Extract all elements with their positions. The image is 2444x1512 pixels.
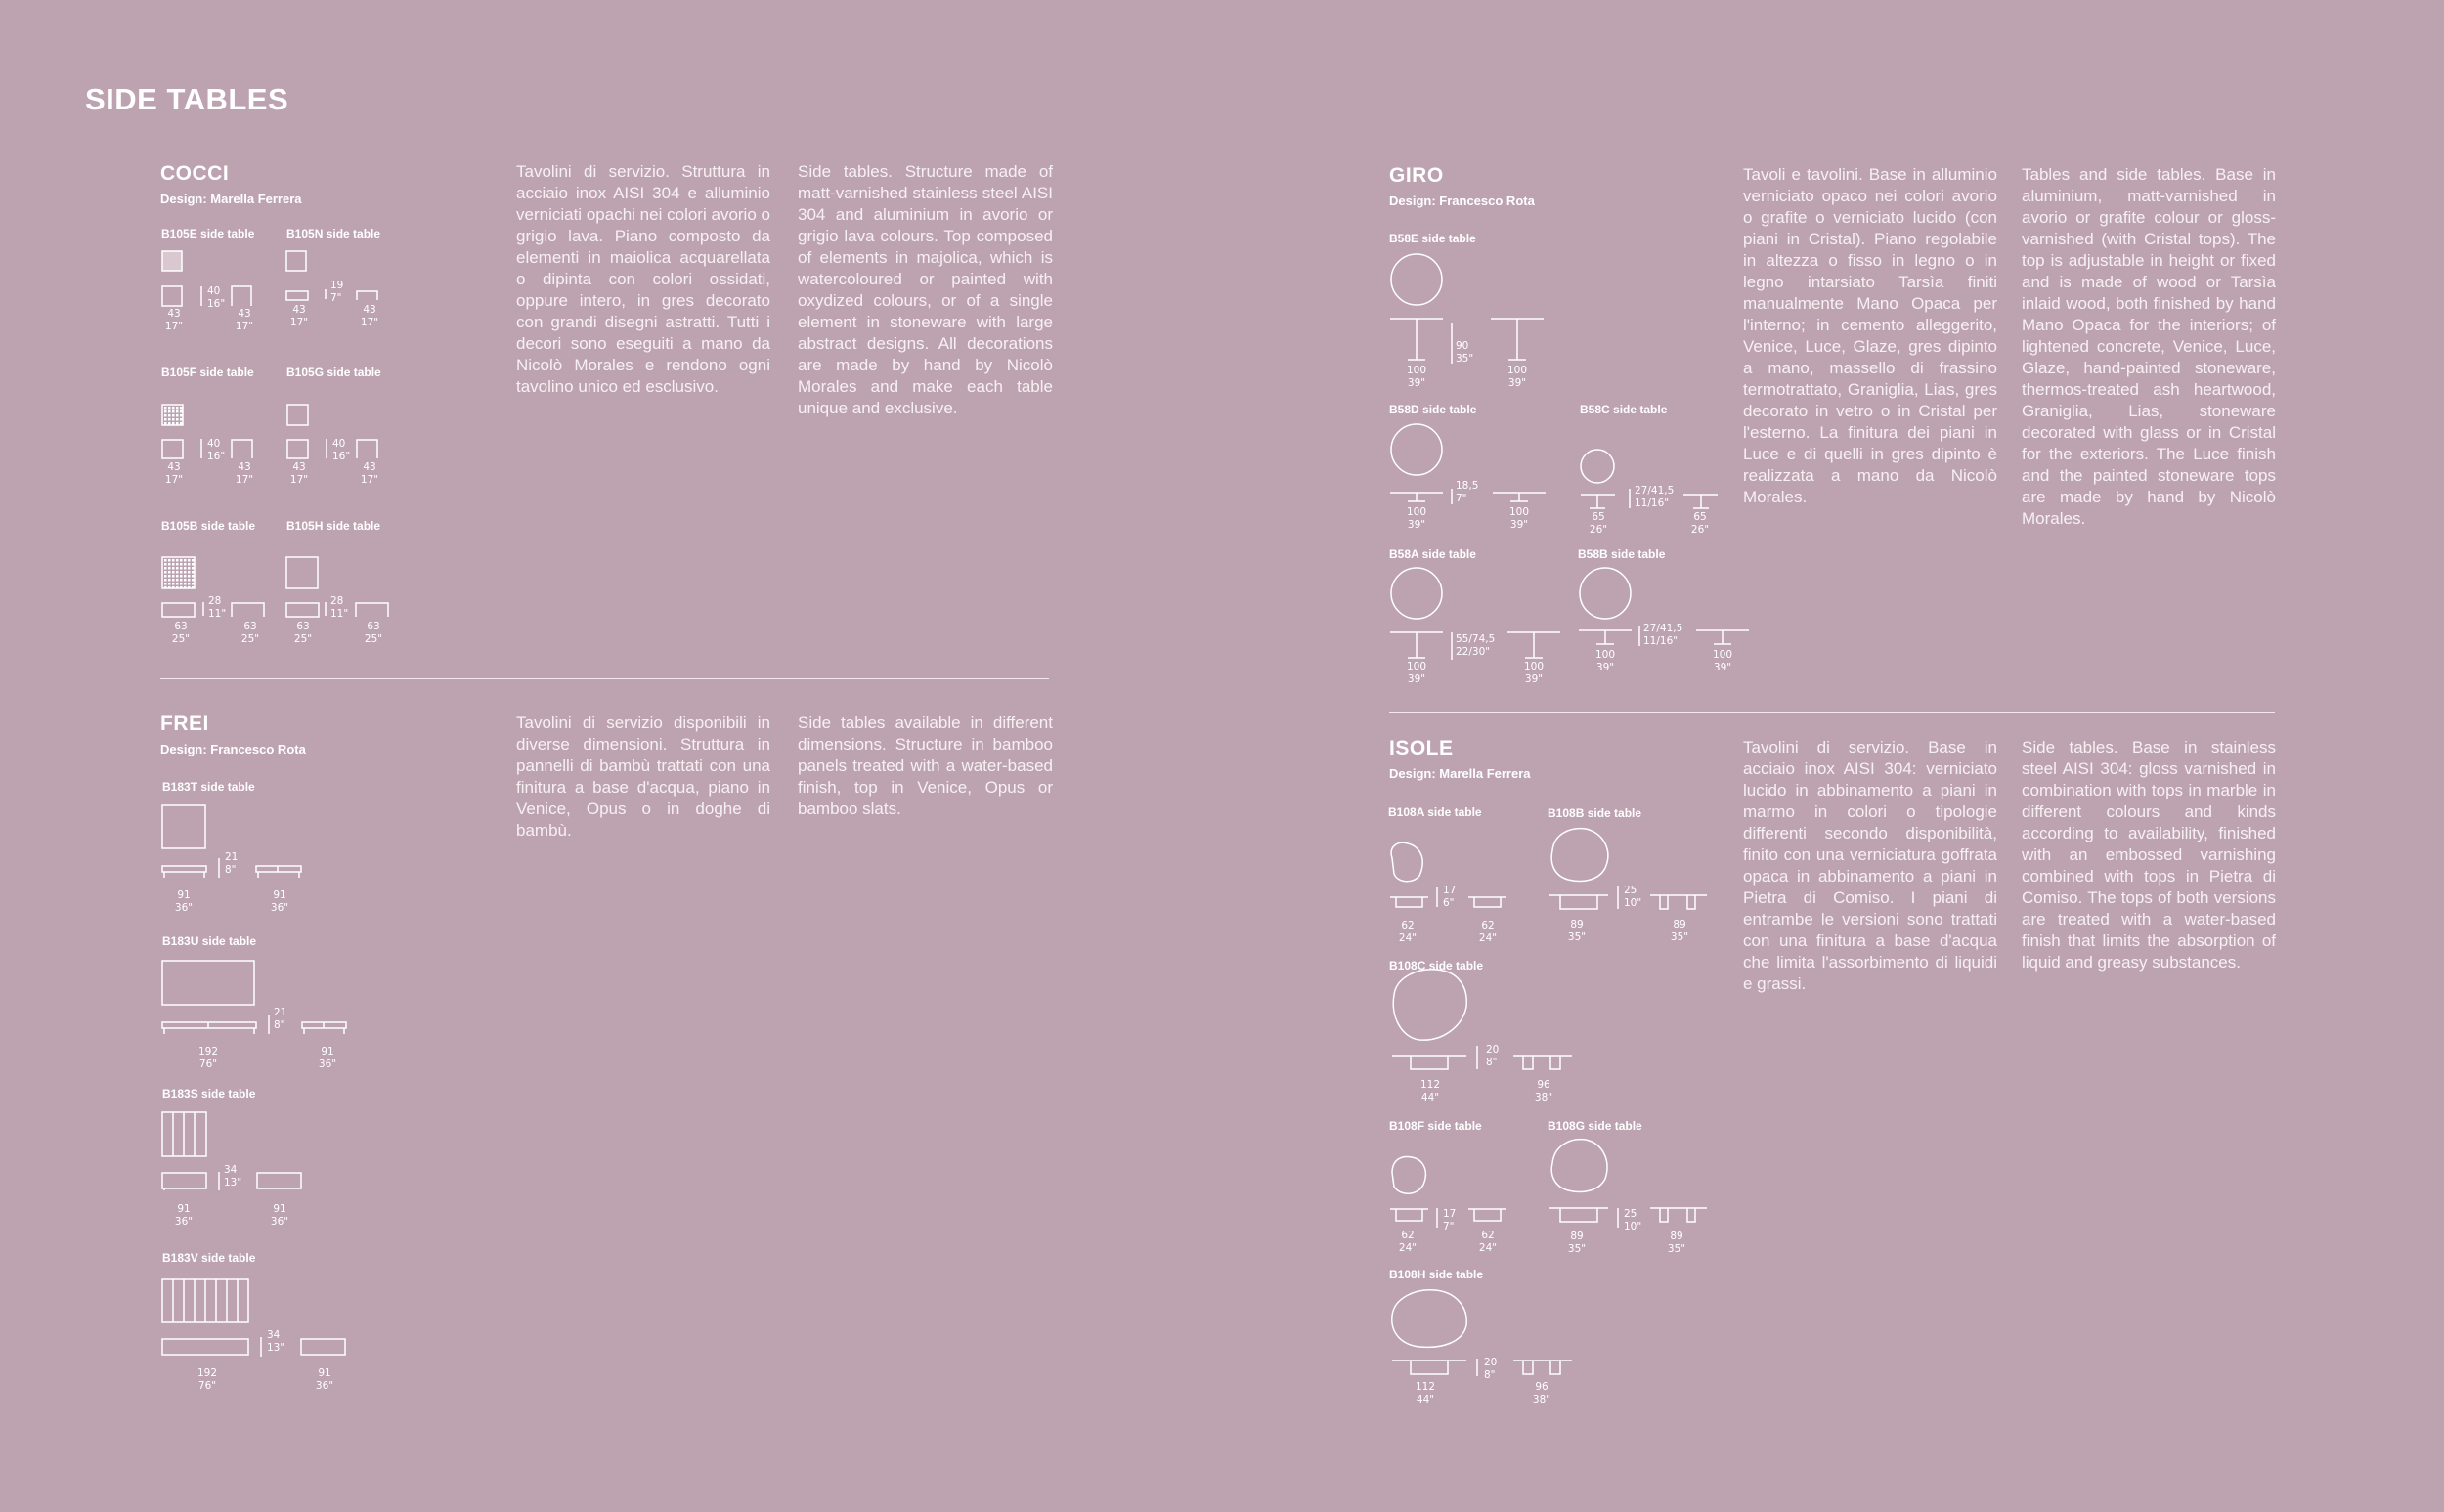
model-label-b183u: B183U side table — [162, 934, 257, 948]
dim-width: 112 — [1415, 1381, 1436, 1393]
dim-height-inch: 22/30" — [1456, 646, 1491, 658]
model-label-b58d: B58D side table — [1389, 403, 1477, 416]
dim-width-inch: 24" — [1478, 932, 1498, 944]
isole-text-en: Side tables. Base in stainless steel AISI 304: gloss varnished in combination with tops in marble in different colours and kinds according to availability, finished with an embossed varnishing combined with tops in Pietra di Comiso. The tops of both versions are treated with a water-based finish that limits the absorption of liquid and greasy substances. — [2022, 738, 2276, 972]
dim-width-inch: 36" — [174, 902, 194, 914]
dim-width: 100 — [1406, 506, 1427, 518]
model-label-b183s: B183S side table — [162, 1087, 256, 1101]
dim-width: 91 — [177, 1203, 191, 1215]
giro-designer: Design: Francesco Rota — [1389, 194, 1535, 208]
page-title: SIDE TABLES — [85, 82, 289, 116]
b183t-drawing — [162, 805, 301, 878]
dim-height-inch: 13" — [224, 1177, 242, 1188]
isole-name: ISOLE — [1389, 737, 1454, 759]
dim-width-inch: 24" — [1398, 1242, 1418, 1254]
dim-height: 27/41,5 — [1635, 485, 1675, 497]
dim-height: 17 — [1443, 1208, 1457, 1220]
dim-width: 43 — [363, 461, 376, 473]
dim-width-inch: 39" — [1713, 662, 1732, 673]
dim-height-inch: 8" — [1486, 1057, 1498, 1068]
dim-width-inch: 35" — [1567, 931, 1587, 943]
dim-width: 100 — [1594, 649, 1616, 661]
dim-width-inch: 36" — [270, 902, 289, 914]
dim-width-inch: 76" — [197, 1380, 217, 1392]
dim-width: 43 — [292, 461, 306, 473]
model-label-b108g: B108G side table — [1548, 1119, 1642, 1133]
model-label-b105h: B105H side table — [286, 519, 381, 533]
dim-height: 20 — [1484, 1357, 1498, 1368]
dim-height: 25 — [1624, 1208, 1637, 1220]
dim-width-inch: 17" — [289, 474, 309, 486]
dim-width: 91 — [273, 889, 286, 901]
b58a-drawing — [1390, 568, 1560, 660]
cocci-text-it: Tavolini di servizio. Struttura in acciaio inox AISI 304 e alluminio verniciati opachi nei colori avorio o grigio lava. Piano composto da elementi in maiolica acquarellata o dipinta con colori ossidati, oppure intero, in gres decorato con grandi disegni astratti. Tutti i decori sono eseguiti a mano da Nicolò Morales e rendono ogni tavolino unico ed esclusivo. — [516, 162, 770, 396]
model-label-b105e: B105E side table — [161, 227, 255, 240]
dim-width-inch: 17" — [360, 474, 379, 486]
dim-width-inch: 39" — [1407, 673, 1426, 685]
dim-width: 63 — [367, 621, 380, 632]
dim-height-inch: 6" — [1443, 897, 1455, 909]
model-label-b183t: B183T side table — [162, 780, 255, 794]
dim-width-inch: 25" — [293, 633, 313, 645]
dim-width: 65 — [1592, 511, 1605, 523]
dim-width: 192 — [196, 1367, 218, 1379]
dim-height: 27/41,5 — [1643, 623, 1683, 634]
dim-width-inch: 24" — [1478, 1242, 1498, 1254]
b108g-drawing — [1549, 1140, 1707, 1228]
b105n-drawing — [286, 251, 377, 300]
b108c-drawing — [1392, 970, 1572, 1069]
dim-width: 91 — [177, 889, 191, 901]
b58b-drawing — [1579, 568, 1749, 646]
dim-height-inch: 16" — [332, 451, 351, 462]
dim-width: 62 — [1401, 1230, 1415, 1241]
frei-designer: Design: Francesco Rota — [160, 742, 306, 756]
b105g-drawing — [287, 405, 377, 458]
dim-height-inch: 16" — [207, 298, 226, 310]
dim-width-inch: 36" — [174, 1216, 194, 1228]
dim-width: 89 — [1673, 919, 1686, 930]
dim-width-inch: 26" — [1690, 524, 1710, 536]
dim-width-inch: 39" — [1407, 377, 1426, 389]
dim-width: 96 — [1535, 1381, 1549, 1393]
b58d-drawing — [1390, 424, 1546, 504]
model-label-b108f: B108F side table — [1389, 1119, 1482, 1133]
dim-height-inch: 35" — [1456, 353, 1474, 365]
dim-width: 91 — [273, 1203, 286, 1215]
dim-width: 63 — [296, 621, 310, 632]
dim-height: 34 — [267, 1329, 281, 1341]
dim-width-inch: 39" — [1524, 673, 1544, 685]
cocci-text-en: Side tables. Structure made of matt-varnished stainless steel AISI 304 and aluminium in avorio or grigio lava colours. Top composed of elements in majolica, which is watercoloured or painted with oxydized colours, or of a single element in stoneware with large abstract designs. All decorations are made by hand by Nicolò Morales and make each table unique and exclusive. — [798, 162, 1053, 417]
model-label-b58b: B58B side table — [1578, 547, 1666, 561]
dim-width: 91 — [321, 1046, 334, 1058]
dim-width: 43 — [167, 308, 181, 320]
model-label-b105b: B105B side table — [161, 519, 256, 533]
dim-height-inch: 11/16" — [1635, 497, 1670, 509]
dim-height: 40 — [332, 438, 346, 450]
dim-width: 100 — [1712, 649, 1733, 661]
b105e-drawing — [162, 251, 251, 306]
dim-height: 40 — [207, 285, 221, 297]
isole-designer: Design: Marella Ferrera — [1389, 766, 1531, 781]
dim-width-inch: 44" — [1416, 1394, 1435, 1405]
b183s-drawing — [162, 1112, 301, 1190]
dim-width: 43 — [238, 461, 251, 473]
dim-width-inch: 26" — [1589, 524, 1608, 536]
model-label-b105f: B105F side table — [161, 366, 254, 379]
dim-height: 21 — [225, 851, 239, 863]
model-label-b105g: B105G side table — [286, 366, 381, 379]
dim-height: 17 — [1443, 885, 1457, 896]
dim-width: 192 — [197, 1046, 219, 1058]
dim-height-inch: 7" — [330, 292, 342, 304]
dim-width-inch: 36" — [315, 1380, 334, 1392]
dim-height-inch: 11/16" — [1643, 635, 1679, 647]
dim-width-inch: 36" — [270, 1216, 289, 1228]
dim-width: 100 — [1406, 365, 1427, 376]
dim-height-inch: 10" — [1624, 1221, 1642, 1232]
dim-height: 18,5 — [1456, 480, 1479, 492]
dim-width-inch: 39" — [1595, 662, 1615, 673]
b108h-drawing — [1392, 1290, 1572, 1376]
dim-width: 100 — [1506, 365, 1528, 376]
frei-name: FREI — [160, 713, 209, 735]
dim-width: 63 — [243, 621, 257, 632]
dim-height: 25 — [1624, 885, 1637, 896]
giro-text-en: Tables and side tables. Base in aluminium, matt-varnished in avorio or grafite colour or gloss-varnished (with Cristal tops). The top is adjustable in height or fixed and is made of wood or Tarsìa inlaid wood, both finished by hand Mano Opaca for the interiors; of lightened concrete, Venice, Luce, Glaze, hand-painted stoneware, thermos-treated ash heartwood, Graniglia, Lias, stoneware decorated with glass or in Cristal for the exteriors. The Luce finish and the painted stoneware tops are made by hand by Nicolò Morales. — [2022, 165, 2276, 528]
model-label-b108a: B108A side table — [1388, 805, 1482, 819]
giro-text-it: Tavoli e tavolini. Base in alluminio verniciato opaco nei colori avorio o grafite o verniciato lucido (con piani in Cristal). Piano regolabile in altezza o fisso in legno o in legno intarsiato Tarsìa finiti manualmente Mano Opaca per l'interno; in cemento alleggerito, Venice, Luce, Glaze, gres dipinto a mano, massello di frassino termotrattato, Graniglia, Lias, gres decorato in vetro o in Cristal per l'esterno. La finitura dei piani in Luce e di quelli in gres dipinto è realizzata a mano da Nicolò Morales. — [1743, 165, 1997, 506]
dim-width-inch: 35" — [1567, 1243, 1587, 1255]
dim-width-inch: 25" — [364, 633, 383, 645]
model-label-b108c: B108C side table — [1389, 959, 1484, 972]
dim-width-inch: 25" — [240, 633, 260, 645]
dim-width-inch: 17" — [289, 317, 309, 328]
model-label-b58a: B58A side table — [1389, 547, 1476, 561]
dim-width: 62 — [1481, 1230, 1495, 1241]
dim-width: 91 — [318, 1367, 331, 1379]
dim-width-inch: 39" — [1407, 519, 1426, 531]
dim-height: 55/74,5 — [1456, 633, 1496, 645]
dim-width-inch: 25" — [171, 633, 191, 645]
b183u-drawing — [162, 961, 346, 1034]
dim-width: 89 — [1570, 919, 1584, 930]
dim-height-inch: 11" — [330, 608, 349, 620]
dim-width: 100 — [1406, 661, 1427, 672]
frei-text-it: Tavolini di servizio disponibili in diverse dimensioni. Struttura in pannelli di bambù trattati con una finitura a base d'acqua, piano in Venice, Opus o in doghe di bambù. — [516, 713, 770, 840]
frei-text-en: Side tables available in different dimensions. Structure in bamboo panels treated with a water-based finish, top in Venice, Opus or bamboo slats. — [798, 713, 1053, 818]
dim-width: 43 — [167, 461, 181, 473]
cocci-name: COCCI — [160, 162, 230, 185]
dim-width: 112 — [1419, 1079, 1441, 1091]
dim-width: 100 — [1523, 661, 1545, 672]
dim-height: 28 — [330, 595, 344, 607]
isole-text-it: Tavolini di servizio. Base in acciaio inox AISI 304: verniciato lucido in abbinamento a piani in marmo in colori o tipologie differenti secondo disponibilità, finito con una verniciatura goffrata opaca in abbinamento a piani in Pietra di Comiso. I piani di entrambe le versioni sono trattati con una finitura a base d'acqua che limita l'assorbimento di liquidi e grassi. — [1743, 738, 1997, 993]
dim-width-inch: 17" — [235, 474, 254, 486]
dim-height-inch: 16" — [207, 451, 226, 462]
dim-width-inch: 38" — [1534, 1092, 1553, 1103]
dim-height-inch: 11" — [208, 608, 227, 620]
dim-width-inch: 35" — [1667, 1243, 1686, 1255]
b108f-drawing — [1390, 1157, 1506, 1228]
b58c-drawing — [1581, 450, 1718, 508]
model-label-b108b: B108B side table — [1548, 806, 1642, 820]
dim-height: 21 — [274, 1007, 287, 1018]
dim-width: 62 — [1401, 920, 1415, 931]
dim-height-inch: 7" — [1443, 1221, 1455, 1232]
dim-width-inch: 76" — [198, 1058, 218, 1070]
dim-width-inch: 17" — [360, 317, 379, 328]
b108a-drawing — [1390, 842, 1506, 907]
dim-width: 43 — [238, 308, 251, 320]
dim-width-inch: 24" — [1398, 932, 1418, 944]
dim-width-inch: 44" — [1420, 1092, 1440, 1103]
dim-width-inch: 39" — [1507, 377, 1527, 389]
dim-width: 65 — [1693, 511, 1707, 523]
dim-height: 34 — [224, 1164, 238, 1176]
dim-height: 90 — [1456, 340, 1469, 352]
dim-height: 20 — [1486, 1044, 1500, 1056]
dim-width: 62 — [1481, 920, 1495, 931]
model-label-b108h: B108H side table — [1389, 1268, 1484, 1281]
dim-width: 63 — [174, 621, 188, 632]
dim-height-inch: 8" — [274, 1019, 285, 1031]
dim-height: 19 — [330, 280, 344, 291]
dim-width-inch: 17" — [164, 474, 184, 486]
dim-width-inch: 38" — [1532, 1394, 1551, 1405]
b58e-drawing — [1390, 254, 1544, 364]
cocci-designer: Design: Marella Ferrera — [160, 192, 302, 206]
dim-width: 43 — [363, 304, 376, 316]
dim-width-inch: 17" — [164, 321, 184, 332]
dim-height-inch: 7" — [1456, 493, 1467, 504]
dim-height-inch: 13" — [267, 1342, 285, 1354]
b108b-drawing — [1549, 829, 1707, 909]
dim-width: 43 — [292, 304, 306, 316]
b105f-drawing — [162, 405, 252, 458]
giro-name: GIRO — [1389, 164, 1444, 187]
dim-height-inch: 8" — [1484, 1369, 1496, 1381]
model-label-b58c: B58C side table — [1580, 403, 1668, 416]
dim-width: 96 — [1537, 1079, 1550, 1091]
model-label-b105n: B105N side table — [286, 227, 381, 240]
model-label-b183v: B183V side table — [162, 1251, 256, 1265]
dim-height-inch: 8" — [225, 864, 237, 876]
b105b-drawing — [162, 557, 264, 617]
dim-width-inch: 36" — [318, 1058, 337, 1070]
dim-width: 100 — [1508, 506, 1530, 518]
dim-height-inch: 10" — [1624, 897, 1642, 909]
dim-width-inch: 35" — [1670, 931, 1689, 943]
dim-width: 89 — [1570, 1231, 1584, 1242]
dim-width: 89 — [1670, 1231, 1683, 1242]
dim-height: 40 — [207, 438, 221, 450]
dim-height: 28 — [208, 595, 222, 607]
dim-width-inch: 39" — [1509, 519, 1529, 531]
dim-width-inch: 17" — [235, 321, 254, 332]
model-label-b58e: B58E side table — [1389, 232, 1476, 245]
b183v-drawing — [162, 1279, 345, 1357]
b105h-drawing — [286, 557, 388, 617]
